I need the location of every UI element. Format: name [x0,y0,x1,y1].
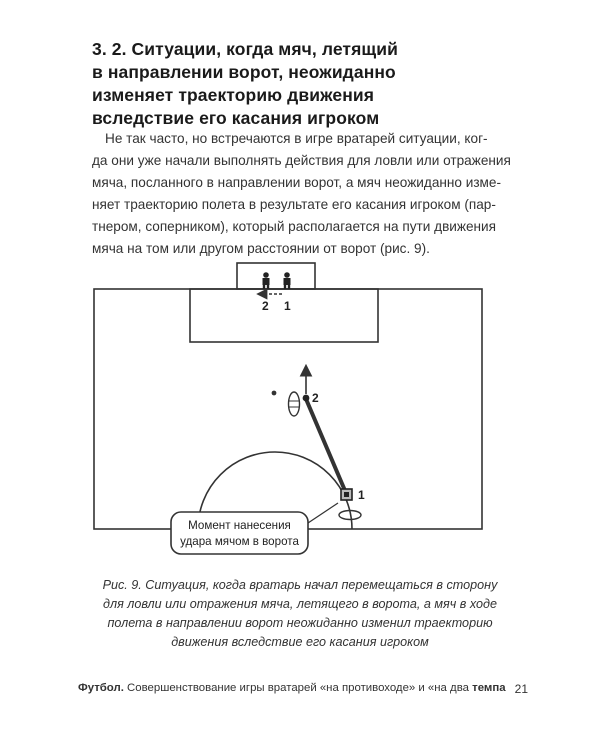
body-line-4: няет траекторию полета в результате его касания игроком (пар- [92,197,496,212]
goalkeeper-label-1: 1 [284,299,291,313]
footer-book-title: Футбол. [78,682,124,694]
field-dot [272,391,277,396]
body-line-6: мяча на том или другом расстоянии от ворот (рис. 9). [92,241,430,256]
field-diagram [0,255,600,565]
caption-line-1: Рис. 9. Ситуация, когда вратарь начал перемещаться в сторону [102,578,498,592]
penalty-area [190,289,378,342]
page-footer [78,682,528,694]
figure-caption [80,576,520,652]
title-line-2: в направлении ворот, неожиданно [92,62,396,82]
body-line-2: да они уже начали выполнять действия для ловли или отражения [92,153,511,168]
player-2-marker [303,395,310,402]
caption-line-3: полета в направлении ворот неожиданно изменил траекторию [107,616,493,630]
caption-line-4: движения вследствие его касания игроком [171,635,429,649]
shot-trajectory [306,399,346,493]
caption-line-2: для ловли или отражения мяча, летящего в ворота, а мяч в ходе [103,597,497,611]
body-line-1: Не так часто, но встречаются в игре вратарей ситуации, ког- [105,131,488,146]
callout-connector [308,503,338,523]
section-title [92,38,512,130]
footer-book-subtitle: Совершенствование игры вратарей «на противоходе» и «на два [123,682,473,694]
goalkeeper-icon-right [284,272,291,289]
page-number: 21 [514,682,528,696]
body-paragraph [92,128,511,260]
callout-line-1: Момент нанесения [188,519,291,532]
title-line-1: 3. 2. Ситуации, когда мяч, летящий [92,39,398,59]
goalkeeper-icon-left [263,272,270,289]
title-line-4: вследствие его касания игроком [92,108,380,128]
goal-box [237,263,315,289]
half-field-outline [94,289,482,529]
player-1-label: 1 [358,488,365,502]
body-line-3: мяча, посланного в направлении ворот, а мяч неожиданно изме- [92,175,501,190]
body-line-5: тнером, соперником), который располагается на пути движения [92,219,497,234]
player-2-label: 2 [312,391,319,405]
footer-book-subtitle-bold: темпа [472,682,506,694]
ball-near-player-2 [289,392,300,416]
title-line-3: изменяет траекторию движения [92,85,375,105]
callout-line-2: удара мячом в ворота [180,535,299,548]
goalkeeper-label-2: 2 [262,299,269,313]
